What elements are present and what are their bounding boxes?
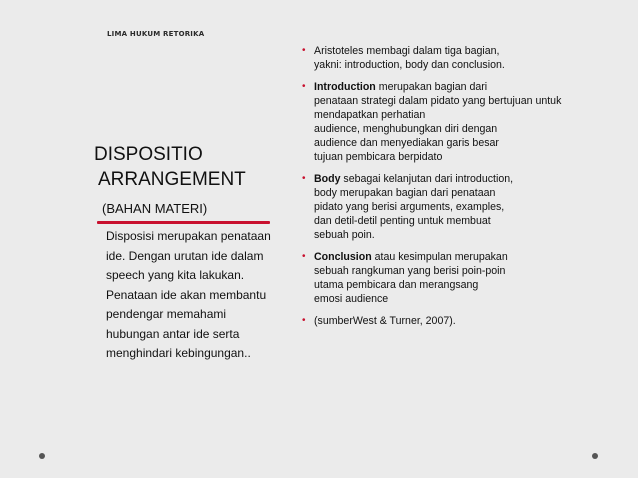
bullet-dot-icon: • [302,315,306,326]
left-body-line: Disposisi merupakan penataan [106,229,271,243]
title-line-2: ARRANGEMENT [98,169,246,190]
left-body-line: pendengar memahami [106,307,227,321]
bullet-line: sebuah rangkuman yang berisi poin-poin [314,265,506,277]
bullet-line: emosi audience [314,293,389,305]
bullet-line: pidato yang berisi arguments, examples, [314,201,505,213]
bullet-line: audience dan menyediakan garis besar [314,137,499,149]
bullet-dot-icon: • [302,81,306,92]
bullet-line: atau kesimpulan merupakan [371,251,508,263]
title-line-1: DISPOSITIO [94,144,203,165]
bullet-item [302,172,622,242]
bullet-line: sebagai kelanjutan dari introduction, [340,173,514,185]
bullet-list [302,44,622,336]
bullet-term: Conclusion [314,251,372,263]
next-slide-dot-icon[interactable] [592,453,598,459]
bullet-line: body merupakan bagian dari penataan [314,187,496,199]
bullet-dot-icon: • [302,45,306,56]
bullet-dot-icon: • [302,173,306,184]
left-body-line: speech yang kita lakukan. [106,268,245,282]
bullet-item [302,44,622,72]
bullet-dot-icon: • [302,251,306,262]
bullet-line: merupakan bagian dari [375,81,488,93]
bullet-term: Introduction [314,81,376,93]
left-body-line: Penataan ide akan membantu [106,287,267,302]
prev-slide-dot-icon[interactable] [39,453,45,459]
bullet-line: yakni: introduction, body dan conclusion. [314,59,505,71]
bullet-line: (sumberWest & Turner, 2007). [314,315,456,327]
slide-title [94,142,246,192]
slide-header: LIMA HUKUM RETORIKA [107,30,205,38]
bullet-line: mendapatkan perhatian [314,109,426,121]
left-body-line: menghindari kebingungan.. [106,346,251,360]
bullet-item [302,314,622,328]
bullet-line: tujuan pembicara berpidato [314,151,443,163]
bullet-term: Body [314,173,341,185]
bullet-line: sebuah poin. [314,229,375,241]
left-body-text [106,227,294,364]
bullet-line: audience, menghubungkan diri dengan [314,123,498,135]
accent-divider [97,221,270,224]
left-body-line: ide. Dengan urutan ide dalam [106,248,264,263]
bullet-line: Aristoteles membagi dalam tiga bagian, [314,45,500,57]
bullet-line: penataan strategi dalam pidato yang bertujuan untuk [314,95,562,107]
bullet-item [302,80,622,164]
bullet-item [302,250,622,306]
bullet-line: utama pembicara dan merangsang [314,279,479,291]
bullet-line: dan detil-detil penting untuk membuat [314,215,491,227]
left-body-line: hubungan antar ide serta [106,326,240,341]
slide-subtitle: (BAHAN MATERI) [102,201,208,216]
